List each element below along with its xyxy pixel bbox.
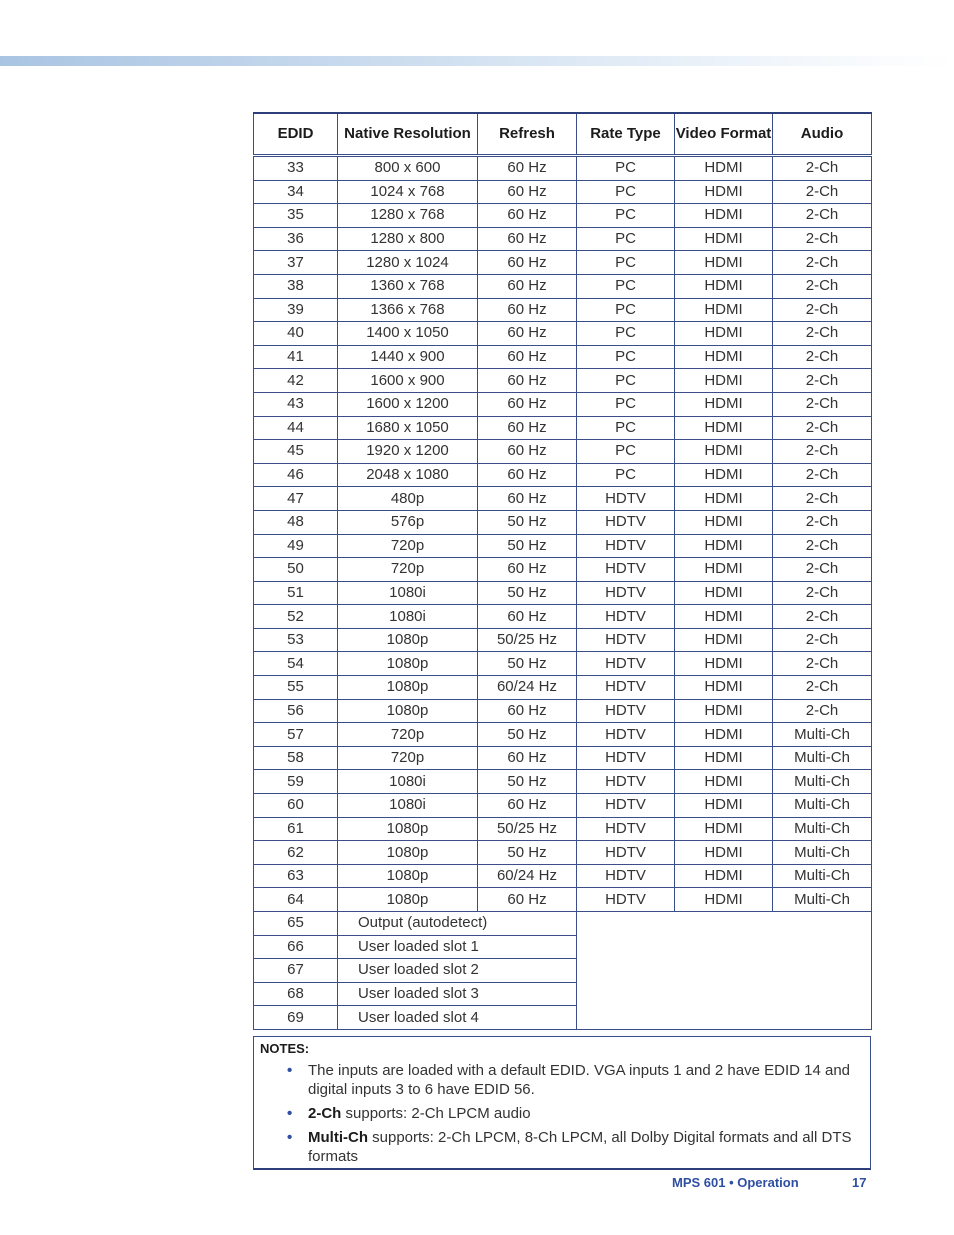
cell-edid: 66 xyxy=(254,935,338,959)
note-text: supports: 2-Ch LPCM, 8-Ch LPCM, all Dolby Digital formats and all DTS formats xyxy=(308,1129,852,1165)
cell-edid: 52 xyxy=(254,605,338,629)
cell-refresh: 60 Hz xyxy=(478,463,577,487)
cell-video-format: HDMI xyxy=(675,156,773,181)
header-gradient-band xyxy=(0,56,954,66)
cell-video-format: HDMI xyxy=(675,487,773,511)
cell-rate-type: HDTV xyxy=(577,676,675,700)
cell-native-resolution: 1080p xyxy=(338,652,478,676)
table-header-row xyxy=(254,113,872,156)
cell-native-resolution: User loaded slot 2 xyxy=(338,959,577,983)
cell-rate-type: HDTV xyxy=(577,581,675,605)
table-row xyxy=(254,510,872,534)
table-row xyxy=(254,487,872,511)
cell-refresh: 60/24 Hz xyxy=(478,864,577,888)
cell-audio: 2-Ch xyxy=(773,487,872,511)
cell-native-resolution: 1080p xyxy=(338,888,478,912)
cell-rate-type: PC xyxy=(577,440,675,464)
cell-native-resolution: 1600 x 900 xyxy=(338,369,478,393)
cell-rate-type: PC xyxy=(577,369,675,393)
cell-native-resolution: 1280 x 1024 xyxy=(338,251,478,275)
cell-audio: 2-Ch xyxy=(773,510,872,534)
cell-refresh: 60 Hz xyxy=(478,558,577,582)
cell-audio: 2-Ch xyxy=(773,416,872,440)
note-bold: 2-Ch xyxy=(308,1105,342,1122)
cell-edid: 40 xyxy=(254,322,338,346)
cell-rate-type: PC xyxy=(577,227,675,251)
cell-edid: 58 xyxy=(254,746,338,770)
cell-audio: 2-Ch xyxy=(773,558,872,582)
cell-rate-type: HDTV xyxy=(577,699,675,723)
cell-video-format: HDMI xyxy=(675,463,773,487)
cell-rate-type: HDTV xyxy=(577,794,675,818)
bullet-icon: • xyxy=(287,1129,293,1146)
table-row xyxy=(254,723,872,747)
header-video-format: Video Format xyxy=(675,113,773,156)
bullet-icon: • xyxy=(287,1105,293,1122)
cell-rate-type: HDTV xyxy=(577,628,675,652)
cell-refresh: 60 Hz xyxy=(478,251,577,275)
cell-rate-type: PC xyxy=(577,322,675,346)
table-row xyxy=(254,322,872,346)
cell-edid: 47 xyxy=(254,487,338,511)
cell-rate-type: HDTV xyxy=(577,746,675,770)
cell-refresh: 60 Hz xyxy=(478,794,577,818)
cell-edid: 55 xyxy=(254,676,338,700)
cell-edid: 61 xyxy=(254,817,338,841)
cell-refresh: 60 Hz xyxy=(478,416,577,440)
table-row xyxy=(254,345,872,369)
cell-native-resolution: 1080p xyxy=(338,699,478,723)
cell-rate-type: HDTV xyxy=(577,652,675,676)
cell-native-resolution: 1280 x 768 xyxy=(338,204,478,228)
cell-video-format: HDMI xyxy=(675,440,773,464)
cell-native-resolution: User loaded slot 4 xyxy=(338,1006,577,1030)
cell-native-resolution: 2048 x 1080 xyxy=(338,463,478,487)
cell-edid: 62 xyxy=(254,841,338,865)
cell-native-resolution: 1080i xyxy=(338,605,478,629)
empty-cell xyxy=(577,912,872,1030)
cell-video-format: HDMI xyxy=(675,676,773,700)
cell-rate-type: PC xyxy=(577,345,675,369)
cell-refresh: 60 Hz xyxy=(478,487,577,511)
cell-audio: 2-Ch xyxy=(773,699,872,723)
cell-edid: 34 xyxy=(254,180,338,204)
cell-edid: 69 xyxy=(254,1006,338,1030)
cell-native-resolution: 1600 x 1200 xyxy=(338,392,478,416)
table-row xyxy=(254,699,872,723)
cell-edid: 48 xyxy=(254,510,338,534)
cell-refresh: 60/24 Hz xyxy=(478,676,577,700)
cell-video-format: HDMI xyxy=(675,841,773,865)
cell-native-resolution: 720p xyxy=(338,746,478,770)
cell-edid: 63 xyxy=(254,864,338,888)
cell-audio: 2-Ch xyxy=(773,298,872,322)
cell-native-resolution: 1080i xyxy=(338,770,478,794)
cell-native-resolution: 1080p xyxy=(338,817,478,841)
cell-native-resolution: 1080i xyxy=(338,794,478,818)
cell-refresh: 50 Hz xyxy=(478,723,577,747)
cell-edid: 56 xyxy=(254,699,338,723)
cell-audio: 2-Ch xyxy=(773,463,872,487)
cell-native-resolution: 1400 x 1050 xyxy=(338,322,478,346)
cell-native-resolution: User loaded slot 3 xyxy=(338,982,577,1006)
cell-audio: 2-Ch xyxy=(773,369,872,393)
note-item xyxy=(254,1061,870,1099)
cell-rate-type: HDTV xyxy=(577,888,675,912)
cell-rate-type: PC xyxy=(577,463,675,487)
note-item xyxy=(254,1104,870,1123)
cell-refresh: 50 Hz xyxy=(478,770,577,794)
note-item xyxy=(254,1128,870,1166)
table-row xyxy=(254,251,872,275)
cell-edid: 49 xyxy=(254,534,338,558)
cell-audio: 2-Ch xyxy=(773,251,872,275)
cell-edid: 36 xyxy=(254,227,338,251)
cell-video-format: HDMI xyxy=(675,864,773,888)
cell-rate-type: PC xyxy=(577,392,675,416)
cell-rate-type: HDTV xyxy=(577,770,675,794)
page-number: 17 xyxy=(852,1175,867,1190)
cell-native-resolution: 480p xyxy=(338,487,478,511)
cell-rate-type: HDTV xyxy=(577,864,675,888)
table-row xyxy=(254,841,872,865)
cell-audio: Multi-Ch xyxy=(773,723,872,747)
cell-refresh: 50/25 Hz xyxy=(478,817,577,841)
table-row xyxy=(254,369,872,393)
table-row xyxy=(254,392,872,416)
table-row xyxy=(254,652,872,676)
table-row xyxy=(254,298,872,322)
cell-native-resolution: 1280 x 800 xyxy=(338,227,478,251)
cell-audio: 2-Ch xyxy=(773,322,872,346)
cell-rate-type: PC xyxy=(577,274,675,298)
cell-rate-type: PC xyxy=(577,156,675,181)
table-body xyxy=(254,156,872,1030)
cell-video-format: HDMI xyxy=(675,699,773,723)
cell-audio: 2-Ch xyxy=(773,605,872,629)
cell-video-format: HDMI xyxy=(675,180,773,204)
table-row xyxy=(254,204,872,228)
table-row xyxy=(254,581,872,605)
cell-video-format: HDMI xyxy=(675,888,773,912)
table-row xyxy=(254,440,872,464)
cell-rate-type: HDTV xyxy=(577,558,675,582)
cell-rate-type: HDTV xyxy=(577,487,675,511)
header-refresh: Refresh xyxy=(478,113,577,156)
table-row xyxy=(254,746,872,770)
cell-edid: 43 xyxy=(254,392,338,416)
cell-video-format: HDMI xyxy=(675,510,773,534)
cell-refresh: 60 Hz xyxy=(478,369,577,393)
cell-refresh: 50 Hz xyxy=(478,581,577,605)
cell-refresh: 60 Hz xyxy=(478,298,577,322)
note-text: The inputs are loaded with a default EDID. VGA inputs 1 and 2 have EDID 14 and digital inputs 3 to 6 have EDID 56. xyxy=(308,1062,850,1098)
cell-refresh: 60 Hz xyxy=(478,699,577,723)
cell-refresh: 60 Hz xyxy=(478,322,577,346)
cell-edid: 68 xyxy=(254,982,338,1006)
cell-edid: 59 xyxy=(254,770,338,794)
cell-edid: 57 xyxy=(254,723,338,747)
cell-edid: 35 xyxy=(254,204,338,228)
cell-edid: 38 xyxy=(254,274,338,298)
cell-native-resolution: 1080p xyxy=(338,676,478,700)
cell-native-resolution: 576p xyxy=(338,510,478,534)
cell-refresh: 60 Hz xyxy=(478,180,577,204)
cell-native-resolution: 1360 x 768 xyxy=(338,274,478,298)
cell-audio: 2-Ch xyxy=(773,392,872,416)
cell-native-resolution: User loaded slot 1 xyxy=(338,935,577,959)
cell-audio: 2-Ch xyxy=(773,534,872,558)
cell-native-resolution: 1080p xyxy=(338,628,478,652)
page-footer xyxy=(672,1175,872,1190)
cell-video-format: HDMI xyxy=(675,298,773,322)
cell-native-resolution: 1440 x 900 xyxy=(338,345,478,369)
cell-rate-type: PC xyxy=(577,180,675,204)
table-row xyxy=(254,558,872,582)
cell-video-format: HDMI xyxy=(675,274,773,298)
table-row xyxy=(254,770,872,794)
cell-edid: 53 xyxy=(254,628,338,652)
cell-video-format: HDMI xyxy=(675,723,773,747)
cell-native-resolution: 800 x 600 xyxy=(338,156,478,181)
table-row xyxy=(254,416,872,440)
cell-audio: Multi-Ch xyxy=(773,746,872,770)
cell-refresh: 60 Hz xyxy=(478,227,577,251)
cell-audio: 2-Ch xyxy=(773,156,872,181)
notes-box xyxy=(253,1036,871,1170)
cell-audio: 2-Ch xyxy=(773,274,872,298)
cell-audio: 2-Ch xyxy=(773,180,872,204)
cell-rate-type: HDTV xyxy=(577,841,675,865)
cell-video-format: HDMI xyxy=(675,770,773,794)
cell-video-format: HDMI xyxy=(675,605,773,629)
cell-edid: 60 xyxy=(254,794,338,818)
cell-audio: 2-Ch xyxy=(773,345,872,369)
cell-video-format: HDMI xyxy=(675,322,773,346)
table-row xyxy=(254,817,872,841)
cell-edid: 67 xyxy=(254,959,338,983)
cell-edid: 42 xyxy=(254,369,338,393)
table-row xyxy=(254,180,872,204)
cell-refresh: 60 Hz xyxy=(478,605,577,629)
cell-video-format: HDMI xyxy=(675,251,773,275)
cell-video-format: HDMI xyxy=(675,581,773,605)
cell-refresh: 50/25 Hz xyxy=(478,628,577,652)
cell-native-resolution: 720p xyxy=(338,534,478,558)
cell-rate-type: HDTV xyxy=(577,605,675,629)
footer-label: MPS 601 • Operation xyxy=(672,1175,799,1190)
cell-video-format: HDMI xyxy=(675,746,773,770)
cell-video-format: HDMI xyxy=(675,204,773,228)
table-row xyxy=(254,676,872,700)
cell-refresh: 60 Hz xyxy=(478,888,577,912)
cell-rate-type: PC xyxy=(577,416,675,440)
header-audio: Audio xyxy=(773,113,872,156)
table-row xyxy=(254,888,872,912)
bullet-icon: • xyxy=(287,1062,293,1079)
cell-native-resolution: 1366 x 768 xyxy=(338,298,478,322)
cell-refresh: 60 Hz xyxy=(478,274,577,298)
table-row xyxy=(254,628,872,652)
table-row xyxy=(254,274,872,298)
table-row xyxy=(254,605,872,629)
cell-native-resolution: 1080i xyxy=(338,581,478,605)
cell-rate-type: PC xyxy=(577,251,675,275)
notes-title: NOTES: xyxy=(260,1041,310,1056)
cell-video-format: HDMI xyxy=(675,416,773,440)
cell-edid: 64 xyxy=(254,888,338,912)
table-row xyxy=(254,912,872,936)
cell-video-format: HDMI xyxy=(675,628,773,652)
cell-video-format: HDMI xyxy=(675,227,773,251)
cell-audio: Multi-Ch xyxy=(773,794,872,818)
cell-refresh: 60 Hz xyxy=(478,204,577,228)
cell-edid: 51 xyxy=(254,581,338,605)
cell-audio: Multi-Ch xyxy=(773,841,872,865)
header-edid: EDID xyxy=(254,113,338,156)
cell-edid: 37 xyxy=(254,251,338,275)
cell-audio: Multi-Ch xyxy=(773,817,872,841)
cell-refresh: 50 Hz xyxy=(478,510,577,534)
header-native-resolution: Native Resolution xyxy=(338,113,478,156)
cell-refresh: 60 Hz xyxy=(478,345,577,369)
cell-native-resolution: 1920 x 1200 xyxy=(338,440,478,464)
cell-refresh: 60 Hz xyxy=(478,156,577,181)
cell-edid: 33 xyxy=(254,156,338,181)
cell-edid: 45 xyxy=(254,440,338,464)
cell-video-format: HDMI xyxy=(675,534,773,558)
cell-edid: 41 xyxy=(254,345,338,369)
cell-rate-type: PC xyxy=(577,298,675,322)
table-row xyxy=(254,794,872,818)
cell-rate-type: PC xyxy=(577,204,675,228)
cell-native-resolution: 1080p xyxy=(338,864,478,888)
note-bold: Multi-Ch xyxy=(308,1129,368,1146)
cell-refresh: 60 Hz xyxy=(478,746,577,770)
cell-rate-type: HDTV xyxy=(577,817,675,841)
cell-audio: 2-Ch xyxy=(773,227,872,251)
cell-audio: Multi-Ch xyxy=(773,770,872,794)
cell-native-resolution: 720p xyxy=(338,558,478,582)
cell-native-resolution: 1024 x 768 xyxy=(338,180,478,204)
table-row xyxy=(254,534,872,558)
cell-audio: 2-Ch xyxy=(773,628,872,652)
cell-native-resolution: Output (autodetect) xyxy=(338,912,577,936)
cell-video-format: HDMI xyxy=(675,345,773,369)
cell-audio: 2-Ch xyxy=(773,204,872,228)
cell-native-resolution: 720p xyxy=(338,723,478,747)
header-rate-type: Rate Type xyxy=(577,113,675,156)
cell-native-resolution: 1080p xyxy=(338,841,478,865)
cell-rate-type: HDTV xyxy=(577,534,675,558)
cell-rate-type: HDTV xyxy=(577,723,675,747)
cell-refresh: 60 Hz xyxy=(478,440,577,464)
table-row xyxy=(254,156,872,181)
cell-video-format: HDMI xyxy=(675,369,773,393)
cell-video-format: HDMI xyxy=(675,392,773,416)
cell-refresh: 50 Hz xyxy=(478,841,577,865)
cell-audio: 2-Ch xyxy=(773,581,872,605)
cell-rate-type: HDTV xyxy=(577,510,675,534)
cell-audio: 2-Ch xyxy=(773,676,872,700)
cell-edid: 65 xyxy=(254,912,338,936)
cell-refresh: 50 Hz xyxy=(478,652,577,676)
cell-edid: 46 xyxy=(254,463,338,487)
cell-video-format: HDMI xyxy=(675,794,773,818)
table-row xyxy=(254,463,872,487)
cell-audio: 2-Ch xyxy=(773,440,872,464)
cell-audio: Multi-Ch xyxy=(773,864,872,888)
edid-table xyxy=(253,112,872,1030)
table-row xyxy=(254,864,872,888)
cell-edid: 44 xyxy=(254,416,338,440)
cell-audio: 2-Ch xyxy=(773,652,872,676)
cell-refresh: 50 Hz xyxy=(478,534,577,558)
cell-video-format: HDMI xyxy=(675,817,773,841)
note-text: supports: 2-Ch LPCM audio xyxy=(341,1105,531,1122)
cell-refresh: 60 Hz xyxy=(478,392,577,416)
cell-video-format: HDMI xyxy=(675,558,773,582)
cell-edid: 50 xyxy=(254,558,338,582)
cell-edid: 54 xyxy=(254,652,338,676)
table-row xyxy=(254,227,872,251)
cell-video-format: HDMI xyxy=(675,652,773,676)
cell-native-resolution: 1680 x 1050 xyxy=(338,416,478,440)
notes-list xyxy=(254,1061,870,1171)
cell-edid: 39 xyxy=(254,298,338,322)
cell-audio: Multi-Ch xyxy=(773,888,872,912)
